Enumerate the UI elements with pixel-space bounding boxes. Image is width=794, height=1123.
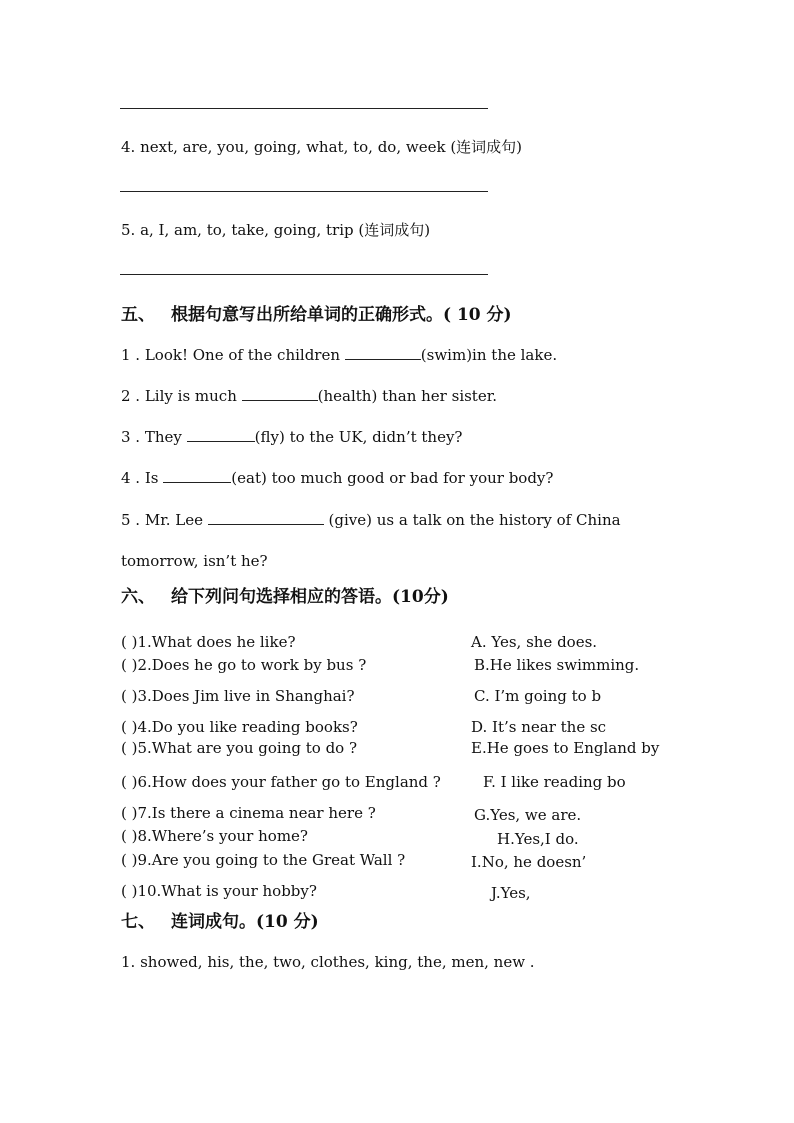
match-question-10[interactable]: ( )10.What is your hobby? <box>121 882 317 900</box>
match-question-4[interactable]: ( )4.Do you like reading books? <box>121 718 358 736</box>
match-answer-i: I.No, he doesn’ <box>471 853 587 871</box>
fill-question-5: 5 . Mr. Lee (give) us a talk on the history of China <box>121 511 621 529</box>
fill-blank-1[interactable] <box>345 345 421 360</box>
match-answer-a: A. Yes, she does. <box>471 633 598 651</box>
fill-blank-4[interactable] <box>163 468 231 483</box>
section-6-title: 给下列问句选择相应的答语。(10分) <box>171 587 449 607</box>
answer-line-4[interactable] <box>120 191 488 192</box>
section-7-heading <box>121 907 319 932</box>
fill-blank-5[interactable] <box>208 510 324 525</box>
match-question-5[interactable]: ( )5.What are you going to do ? <box>121 739 358 757</box>
fill-blank-3[interactable] <box>187 427 255 442</box>
fill-question-3: 3 . They (fly) to the UK, didn’t they? <box>121 428 463 446</box>
section-7-number: 七、 <box>121 912 155 932</box>
section-5-title: 根据句意写出所给单词的正确形式。( 10 分) <box>171 305 512 325</box>
match-question-8[interactable]: ( )8.Where’s your home? <box>121 827 308 845</box>
question-5-reorder: 5. a, I, am, to, take, going, trip (连词成句) <box>121 221 431 239</box>
fill-question-5-cont: tomorrow, isn’t he? <box>121 552 268 570</box>
match-answer-j: J.Yes, <box>491 884 531 902</box>
fill-question-1: 1 . Look! One of the children (swim)in the lake. <box>121 346 558 364</box>
match-question-3[interactable]: ( )3.Does Jim live in Shanghai? <box>121 687 355 705</box>
match-answer-d: D. It’s near the sc <box>471 718 607 736</box>
section-5-number: 五、 <box>121 305 155 325</box>
match-question-1[interactable]: ( )1.What does he like? <box>121 633 296 651</box>
section-6-number: 六、 <box>121 587 155 607</box>
match-question-6[interactable]: ( )6.How does your father go to England ? <box>121 773 441 791</box>
section-6-heading <box>121 582 449 607</box>
section-5-heading <box>121 300 512 325</box>
match-question-9[interactable]: ( )9.Are you going to the Great Wall ? <box>121 851 406 869</box>
fill-question-4: 4 . Is (eat) too much good or bad for your body? <box>121 469 554 487</box>
match-question-2[interactable]: ( )2.Does he go to work by bus ? <box>121 656 367 674</box>
section-7-title: 连词成句。(10 分) <box>171 912 319 932</box>
match-answer-h: H.Yes,I do. <box>497 830 579 848</box>
match-answer-g: G.Yes, we are. <box>474 806 582 824</box>
question-4-reorder: 4. next, are, you, going, what, to, do, week (连词成句) <box>121 138 523 156</box>
answer-line-5[interactable] <box>120 274 488 275</box>
match-answer-f: F. I like reading bo <box>483 773 626 791</box>
match-question-7[interactable]: ( )7.Is there a cinema near here ? <box>121 804 376 822</box>
reorder-question-1: 1. showed, his, the, two, clothes, king, the, men, new . <box>121 953 535 971</box>
match-answer-e: E.He goes to England by <box>471 739 660 757</box>
fill-question-2: 2 . Lily is much (health) than her sister. <box>121 387 498 405</box>
match-answer-c: C. I’m going to b <box>474 687 602 705</box>
fill-blank-2[interactable] <box>242 386 318 401</box>
match-answer-b: B.He likes swimming. <box>474 656 640 674</box>
answer-line-3[interactable] <box>120 108 488 109</box>
